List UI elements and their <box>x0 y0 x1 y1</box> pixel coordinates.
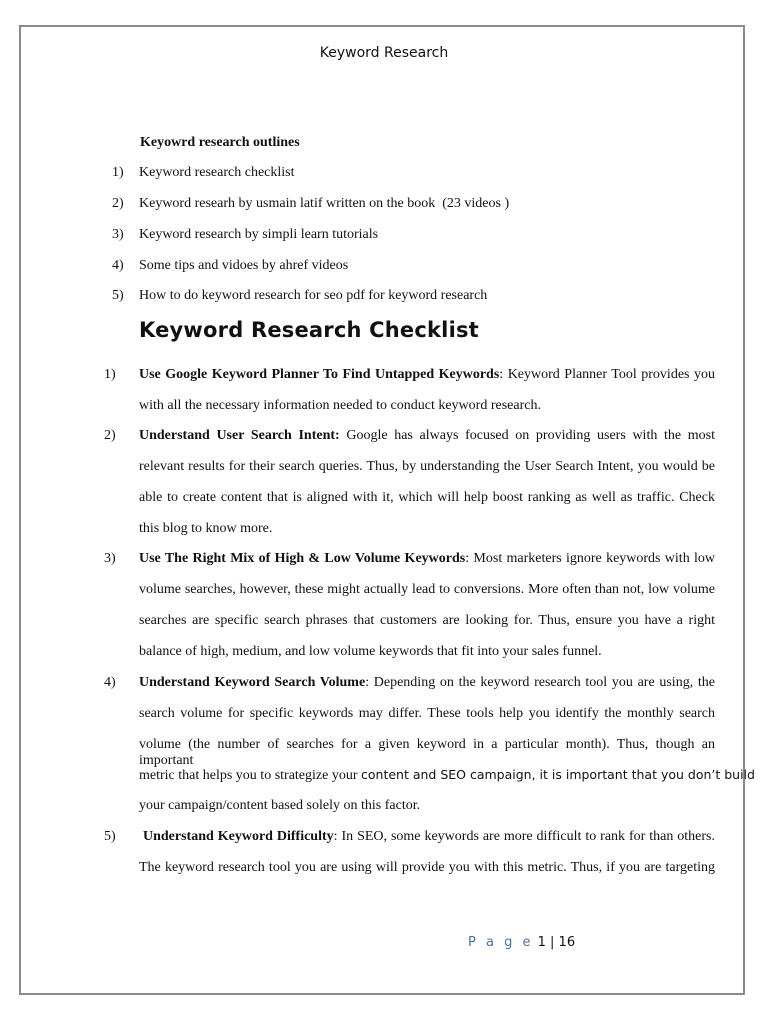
page-total: 16 <box>558 935 576 950</box>
checklist-item-line: with all the necessary information needed to conduct keyword research. <box>139 398 541 413</box>
checklist-item-title: Understand Keyword Search Volume <box>139 675 366 690</box>
checklist-item-line <box>139 551 715 571</box>
checklist-item-number: 4) <box>104 675 116 690</box>
checklist-item-text: : Keyword Planner Tool provides you <box>499 367 715 382</box>
checklist-item-line: searches are specific search phrases that customers are looking for. Thus, ensure you have a right <box>139 613 715 628</box>
outline-item <box>112 227 378 243</box>
outline-item <box>112 258 348 274</box>
outline-item <box>112 165 294 181</box>
checklist-item-number: 5) <box>104 829 116 844</box>
outline-item-number: 1) <box>112 165 124 180</box>
page-label: P a g e <box>468 935 534 950</box>
checklist-item-text: metric that helps you to strategize your <box>139 768 361 783</box>
outline-item-number: 2) <box>112 196 124 211</box>
checklist-item-line: relevant results for their search queries. Thus, by understanding the User Search Intent, you would be <box>139 459 715 474</box>
page-number: 1 <box>537 935 546 950</box>
outline-item-number: 5) <box>112 288 124 303</box>
checklist-item-title: Use Google Keyword Planner To Find Untapped Keywords <box>139 367 500 382</box>
outline-item <box>112 288 487 304</box>
checklist-item-line <box>139 675 715 695</box>
page-separator: | <box>550 935 555 950</box>
outline-item <box>112 196 509 212</box>
checklist-item-number: 1) <box>104 367 116 382</box>
page-footer <box>468 935 575 950</box>
checklist-item-number: 2) <box>104 428 116 443</box>
checklist-item-text: Google has always focused on providing users with the most <box>339 428 715 443</box>
checklist-item-title: Understand User Search Intent: <box>139 428 340 443</box>
checklist-item-line <box>139 428 715 448</box>
checklist-item-line: volume (the number of searches for a given keyword in a particular month). Thus, though an important <box>139 737 715 768</box>
checklist-item-line <box>143 829 715 849</box>
checklist-heading: Keyword Research Checklist <box>139 318 479 342</box>
outline-item-text: How to do keyword research for seo pdf for keyword research <box>139 288 488 303</box>
page-header: Keyword Research <box>319 45 449 61</box>
checklist-item-text: : Depending on the keyword research tool you are using, the <box>365 675 715 690</box>
checklist-item-line <box>139 767 755 784</box>
checklist-item-line: The keyword research tool you are using will provide you with this metric. Thus, if you are targeting <box>139 860 715 875</box>
outline-item-text: Keyword researh by usmain latif written on the book (23 videos ) <box>139 196 510 211</box>
outline-item-number: 3) <box>112 227 124 242</box>
checklist-item-line: volume searches, however, these might actually lead to conversions. More often than not, low volume <box>139 582 715 597</box>
checklist-item-text: content and SEO campaign, it is important that you don’t build <box>361 767 755 782</box>
checklist-item-line: your campaign/content based solely on this factor. <box>139 798 421 813</box>
checklist-item-title: Use The Right Mix of High & Low Volume Keywords <box>139 551 466 566</box>
outline-item-text: Some tips and vidoes by ahref videos <box>139 258 349 273</box>
checklist-item-line <box>139 367 715 387</box>
outline-item-text: Keyword research by simpli learn tutorials <box>139 227 379 242</box>
checklist-item-line: search volume for specific keywords may differ. These tools help you identify the monthly search <box>139 706 715 721</box>
outline-item-text: Keyword research checklist <box>139 165 295 180</box>
checklist-item-number: 3) <box>104 551 116 566</box>
checklist-item-line: this blog to know more. <box>139 521 273 536</box>
checklist-item-line: balance of high, medium, and low volume keywords that fit into your sales funnel. <box>139 644 602 659</box>
outline-title: Keyowrd research outlines <box>140 135 300 150</box>
checklist-item-text: : Most marketers ignore keywords with low <box>465 551 715 566</box>
checklist-item-title: Understand Keyword Difficulty <box>143 829 334 844</box>
checklist-item-text: : In SEO, some keywords are more difficult to rank for than others. <box>333 829 715 844</box>
checklist-item-line: able to create content that is aligned with it, which will help boost ranking as well as traffic. Check <box>139 490 715 505</box>
outline-item-number: 4) <box>112 258 124 273</box>
